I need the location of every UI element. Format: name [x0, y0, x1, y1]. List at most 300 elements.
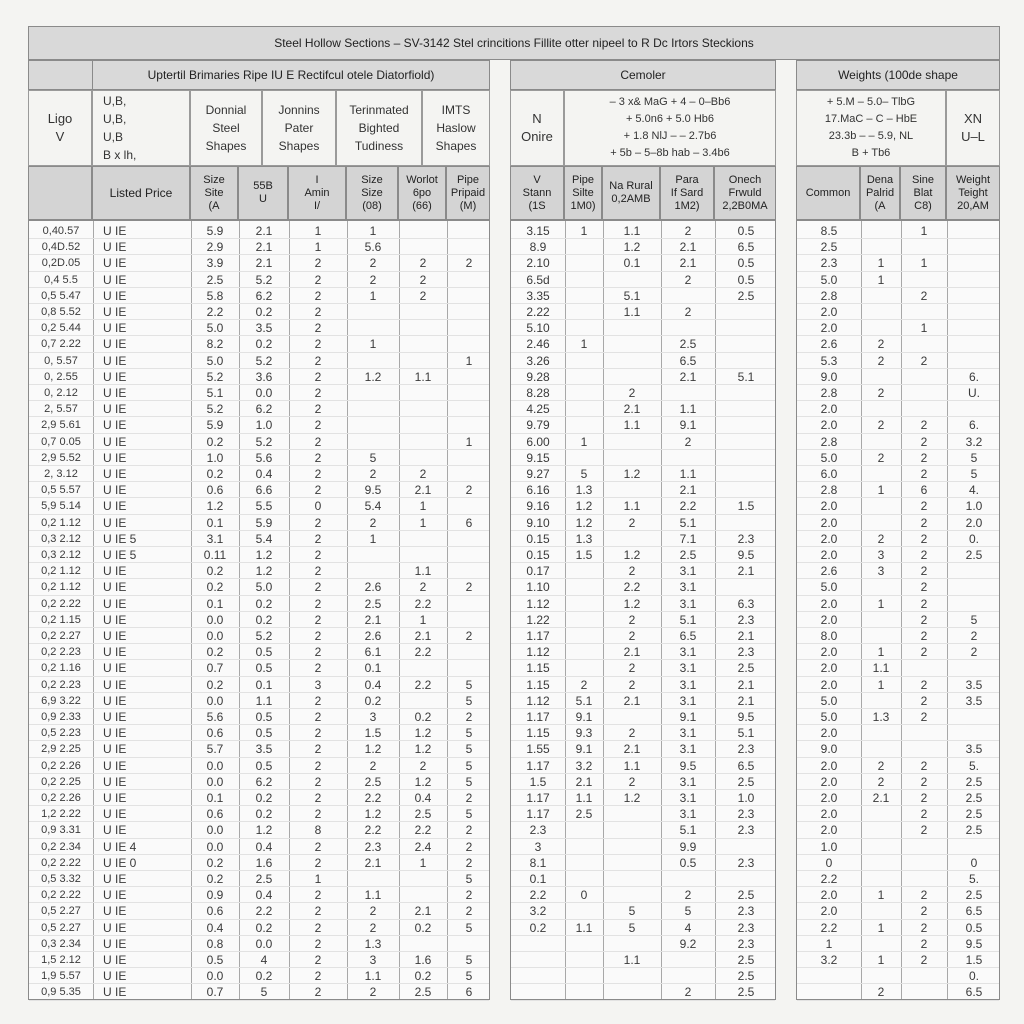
table-cell: 2.8: [820, 434, 838, 449]
table-cell: 0.2: [255, 612, 273, 627]
table-cell: 3.35: [526, 288, 550, 303]
table-cell: U IE: [103, 515, 127, 530]
sub-header-donnial: Donnial Steel Shapes: [190, 90, 262, 166]
table-cell: 2.1: [414, 904, 432, 919]
table-cell: 2.5: [414, 807, 432, 822]
table-cell: 1: [580, 224, 588, 238]
table-cell: 5.9: [206, 418, 224, 433]
table-cell: 1.6: [414, 953, 432, 967]
table-cell: 0.2: [206, 564, 224, 579]
table-cell: 5.2: [255, 434, 273, 449]
table-cell: 1: [314, 224, 322, 238]
table-cell: 0,2 1.12: [41, 565, 81, 578]
table-cell: 0: [580, 888, 588, 903]
table-cell: U IE: [103, 596, 127, 611]
table-cell: 0.0: [206, 758, 224, 773]
table-cell: 2: [314, 969, 322, 984]
table-cell: 2.0: [820, 774, 838, 789]
table-cell: 2: [920, 629, 928, 643]
table-cell: 2: [314, 726, 322, 741]
table-cell: 1: [465, 434, 473, 449]
table-cell: 0,9 3.31: [41, 824, 81, 837]
table-cell: 5.6: [364, 240, 382, 255]
table-cell: 2.8: [820, 288, 838, 303]
table-cell: U IE: [103, 564, 127, 579]
table-cell: 0.5: [255, 710, 273, 724]
table-cell: 2.1: [679, 483, 697, 498]
table-cell: 0,3 2.34: [41, 937, 81, 950]
table-cell: 2: [628, 612, 636, 627]
table-cell: 2: [314, 645, 322, 660]
table-cell: 0.6: [206, 904, 224, 919]
table-cell: 0.6: [206, 726, 224, 741]
table-cell: 6.6: [255, 483, 273, 498]
table-cell: 6,9 3.22: [41, 694, 81, 707]
table-cell: 5: [465, 742, 473, 757]
table-cell: 9.1: [679, 710, 697, 724]
table-cell: 2.3: [737, 920, 755, 935]
table-cell: 2: [314, 612, 322, 627]
table-cell: 0,2 2.22: [41, 889, 81, 902]
col-head-dena: Dena Palrid (A: [860, 166, 900, 220]
table-cell: 2.2: [206, 305, 224, 319]
table-cell: 7.1: [679, 531, 697, 546]
table-cell: 2: [877, 985, 885, 1000]
table-cell: 0.5: [255, 645, 273, 660]
table-cell: 2.2: [820, 920, 838, 935]
table-cell: 9.79: [526, 418, 550, 433]
table-cell: 1.2: [364, 807, 382, 822]
table-cell: U IE: [103, 467, 127, 481]
table-cell: U IE: [103, 807, 127, 822]
table-cell: 9.16: [526, 499, 550, 514]
col-head-listed-price: Listed Price: [92, 166, 190, 220]
table-cell: 6.5: [965, 985, 983, 1000]
sub-header-ligo: Ligo V: [28, 90, 92, 166]
table-cell: 5.0: [820, 580, 838, 595]
table-cell: 0.2: [255, 807, 273, 822]
table-cell: 2.0: [820, 321, 838, 336]
table-cell: 2.3: [737, 936, 755, 951]
table-cell: 0: [314, 499, 322, 514]
table-cell: 2.3: [737, 855, 755, 870]
table-cell: 1: [580, 434, 588, 449]
table-cell: 0.2: [414, 969, 432, 984]
table-cell: 2,9 2.25: [41, 743, 81, 756]
table-cell: U IE: [103, 240, 127, 255]
table-cell: 3.1: [679, 645, 697, 660]
table-cell: 1.2: [414, 742, 432, 757]
table-cell: 2: [314, 386, 322, 400]
sub-header-formula-right: + 5.M – 5.0– TlbG 17.MaC – C – HbE 23.3b – – 5.9, NL B + Tb6: [796, 90, 946, 166]
table-cell: 0,2 2.27: [41, 630, 81, 642]
table-cell: 0.5: [206, 953, 224, 967]
table-cell: 5.2: [206, 402, 224, 417]
table-cell: 2.5: [965, 774, 983, 789]
table-cell: U IE: [103, 224, 127, 238]
table-cell: 1: [877, 483, 885, 498]
table-cell: 1.5: [965, 953, 983, 967]
table-cell: 9.0: [820, 742, 838, 757]
table-cell: 5.0: [206, 353, 224, 368]
table-cell: 2: [314, 953, 322, 967]
table-cell: 0.4: [255, 839, 273, 854]
table-cell: 0.0: [206, 823, 224, 838]
table-cell: U IE: [103, 256, 127, 271]
group-header-left: [92, 60, 490, 90]
table-cell: 2.0: [820, 596, 838, 611]
table-cell: U IE: [103, 888, 127, 903]
table-cell: U IE: [103, 272, 127, 287]
table-cell: 2.5: [965, 888, 983, 903]
table-cell: 2.0: [820, 677, 838, 692]
table-cell: 2: [314, 272, 322, 287]
table-cell: 2: [314, 321, 322, 336]
table-cell: 5.1: [679, 612, 697, 627]
table-cell: 0,2 1.15: [41, 613, 81, 626]
table-cell: 2: [369, 758, 377, 773]
table-cell: 2.1: [255, 224, 273, 238]
table-cell: 2: [684, 985, 692, 1000]
table-cell: 3.2: [529, 904, 547, 919]
table-cell: 2: [920, 774, 928, 789]
table-cell: 2: [314, 256, 322, 271]
table-cell: 2.0: [820, 402, 838, 417]
table-cell: 2: [314, 531, 322, 546]
table-cell: 3: [369, 710, 377, 724]
table-cell: 3.9: [206, 256, 224, 271]
table-cell: U IE: [103, 369, 127, 384]
table-cell: 2: [465, 256, 473, 271]
table-cell: U IE: [103, 904, 127, 919]
table-cell: 2: [920, 548, 928, 562]
table-cell: U IE: [103, 337, 127, 352]
table-cell: 2.0: [820, 645, 838, 660]
table-cell: 5.4: [255, 531, 273, 546]
table-cell: 0,7 2.22: [41, 338, 81, 351]
table-cell: 1.1: [623, 418, 641, 433]
table-cell: 2, 5.57: [44, 403, 78, 416]
table-cell: 5.6: [206, 710, 224, 724]
table-cell: 5.6: [255, 450, 273, 465]
table-cell: 2: [314, 305, 322, 319]
table-cell: 0.5: [679, 855, 697, 870]
table-cell: 3.1: [679, 580, 697, 595]
table-cell: 6: [465, 985, 473, 1000]
table-cell: 1.1: [623, 224, 641, 238]
table-cell: 6: [465, 515, 473, 530]
table-cell: 2.0: [820, 499, 838, 514]
sub-header-jonnins: Jonnins Pater Shapes: [262, 90, 336, 166]
table-cell: 2: [314, 369, 322, 384]
table-cell: 1.5: [737, 499, 755, 514]
table-cell: 2.3: [737, 742, 755, 757]
table-cell: 5.10: [526, 321, 550, 336]
table-cell: 0.6: [206, 807, 224, 822]
table-cell: 2: [684, 272, 692, 287]
col-head-stann: V Stann (1S: [510, 166, 564, 220]
table-cell: 2: [314, 580, 322, 595]
table-cell: 1.10: [526, 580, 550, 595]
col-head-55b: 55B U: [238, 166, 288, 220]
table-cell: 0.4: [206, 920, 224, 935]
table-cell: 2: [580, 677, 588, 692]
table-cell: 2: [314, 418, 322, 433]
table-cell: 2.3: [737, 531, 755, 546]
table-cell: 0.2: [206, 467, 224, 481]
table-cell: 2.2: [414, 823, 432, 838]
table-cell: 1: [920, 224, 928, 238]
table-cell: 2: [920, 564, 928, 579]
table-cell: 5.1: [679, 515, 697, 530]
table-cell: 5: [465, 726, 473, 741]
table-cell: 4: [260, 953, 268, 967]
table-cell: 0.5: [737, 272, 755, 287]
table-cell: 5.2: [255, 353, 273, 368]
table-cell: 6.3: [737, 596, 755, 611]
table-cell: 2.2: [529, 888, 547, 903]
table-cell: 0,2 1.12: [41, 516, 81, 529]
table-cell: 1: [419, 515, 427, 530]
table-cell: 0.1: [206, 515, 224, 530]
table-cell: 2.6: [364, 629, 382, 643]
table-cell: U IE 5: [103, 531, 137, 546]
table-cell: 5: [970, 450, 978, 465]
table-cell: 2,9 5.61: [41, 419, 81, 432]
table-cell: 3: [369, 953, 377, 967]
table-cell: 0,5 2.23: [41, 727, 81, 740]
table-cell: 2.5: [414, 985, 432, 1000]
table-cell: 2.3: [737, 823, 755, 838]
table-cell: 0.2: [206, 677, 224, 692]
table-cell: 2.5: [364, 774, 382, 789]
col-head-blank: [28, 166, 92, 220]
table-cell: U IE: [103, 483, 127, 498]
table-cell: 0.5: [255, 726, 273, 741]
table-cell: 1: [369, 337, 377, 352]
table-cell: 2.5: [575, 807, 593, 822]
table-cell: 2.1: [679, 256, 697, 271]
table-cell: 2: [314, 353, 322, 368]
table-cell: 0.4: [364, 677, 382, 692]
table-cell: 2.9: [206, 240, 224, 255]
table-cell: 5.0: [820, 450, 838, 465]
table-cell: 0,9 2.33: [41, 711, 81, 723]
table-cell: 0.4: [255, 467, 273, 481]
table-cell: 5.1: [737, 726, 755, 741]
table-cell: 2: [877, 418, 885, 433]
table-cell: U IE: [103, 985, 127, 1000]
col-head-sine: Sine Blat C8): [900, 166, 946, 220]
table-cell: U IE: [103, 402, 127, 417]
table-cell: 1: [369, 531, 377, 546]
table-cell: 2: [877, 450, 885, 465]
table-cell: 6.0: [820, 467, 838, 481]
table-cell: 2: [314, 564, 322, 579]
table-cell: 0.1: [364, 661, 382, 676]
table-cell: 2.8: [820, 386, 838, 400]
table-cell: 2.5: [679, 337, 697, 352]
sub-header-onire: N Onire: [510, 90, 564, 166]
table-cell: 2: [369, 904, 377, 919]
table-cell: 1: [877, 645, 885, 660]
col-head-pipe-silte: Pipe Silte 1M0): [564, 166, 602, 220]
table-cell: 1.17: [526, 758, 550, 773]
table-cell: 2: [314, 920, 322, 935]
table-cell: 0.0: [206, 693, 224, 708]
table-cell: 0,2 1.16: [41, 662, 81, 675]
table-cell: 5: [465, 872, 473, 886]
table-cell: 2.1: [414, 483, 432, 498]
table-cell: 2: [314, 791, 322, 805]
table-cell: 0.5: [737, 224, 755, 238]
table-cell: 2,9 5.52: [41, 451, 81, 464]
table-cell: 0,2 2.25: [41, 775, 81, 788]
table-cell: 2: [314, 710, 322, 724]
table-cell: 5.0: [820, 693, 838, 708]
table-cell: 3.1: [679, 742, 697, 757]
table-cell: 1: [877, 596, 885, 611]
table-cell: 1.12: [526, 645, 550, 660]
table-cell: 5: [465, 969, 473, 984]
table-cell: 2: [314, 515, 322, 530]
sub-header-formula-middle: – 3 x& MaG + 4 – 0–Bb6 + 5.0n6 + 5.0 Hb6 + 1.8 NlJ – – 2.7b6 + 5b – 5–8b hab – 3.4b6: [564, 90, 776, 166]
table-cell: 5.2: [206, 369, 224, 384]
table-cell: 2: [920, 888, 928, 903]
table-cell: U IE: [103, 321, 127, 336]
table-cell: 2: [920, 450, 928, 465]
table-cell: 0.2: [206, 434, 224, 449]
table-cell: 2.0: [820, 515, 838, 530]
table-cell: 6.5d: [526, 272, 550, 287]
table-cell: 3.5: [965, 677, 983, 692]
table-cell: 1.1: [623, 305, 641, 319]
table-cell: 2.1: [623, 645, 641, 660]
table-cell: 1.15: [526, 677, 550, 692]
table-cell: 0.8: [206, 936, 224, 951]
table-cell: 5: [465, 807, 473, 822]
table-cell: 5.0: [255, 580, 273, 595]
table-cell: 1.3: [575, 531, 593, 546]
table-cell: 2.5: [737, 953, 755, 967]
table-cell: 1: [369, 288, 377, 303]
table-cell: 0.9: [206, 888, 224, 903]
table-cell: 2: [877, 386, 885, 400]
table-cell: 6.5: [737, 240, 755, 255]
table-cell: 3.5: [255, 742, 273, 757]
table-cell: 1.15: [526, 726, 550, 741]
table-cell: 3.1: [679, 564, 697, 579]
table-cell: 1.1: [364, 969, 382, 984]
table-cell: 2: [920, 823, 928, 838]
table-cell: 0.0: [206, 969, 224, 984]
table-cell: U IE: [103, 661, 127, 676]
table-cell: 9.28: [526, 369, 550, 384]
table-cell: 2: [920, 807, 928, 822]
group-header-right-text: Weights (100de shape: [838, 68, 958, 82]
table-cell: 2.2: [364, 791, 382, 805]
table-cell: 2: [970, 629, 978, 643]
table-cell: 1.3: [364, 936, 382, 951]
table-cell: 1: [877, 256, 885, 271]
table-cell: 0.15: [526, 548, 550, 562]
table-cell: 0.2: [529, 920, 547, 935]
table-cell: 5.7: [206, 742, 224, 757]
table-cell: 0.6: [206, 483, 224, 498]
table-cell: 2.3: [364, 839, 382, 854]
table-cell: 0.2: [206, 872, 224, 886]
table-cell: 6.: [968, 369, 979, 384]
table-cell: U IE 0: [103, 855, 137, 870]
table-cell: 2: [684, 305, 692, 319]
table-cell: 0.2: [255, 596, 273, 611]
table-cell: 2: [314, 548, 322, 562]
table-cell: 2.5: [679, 548, 697, 562]
table-cell: 2.5: [364, 596, 382, 611]
table-cell: 2.1: [364, 612, 382, 627]
table-cell: 0,2 2.23: [41, 646, 81, 659]
table-cell: 1.6: [255, 855, 273, 870]
col-head-para: Para If Sard 1M2): [660, 166, 714, 220]
table-cell: 3.1: [679, 807, 697, 822]
table-cell: 9.27: [526, 467, 550, 481]
table-cell: 9.1: [679, 418, 697, 433]
table-cell: 3.1: [679, 693, 697, 708]
table-cell: 2: [314, 742, 322, 757]
table-cell: 2: [419, 580, 427, 595]
table-cell: 1: [877, 953, 885, 967]
table-cell: 0.0: [206, 612, 224, 627]
table-cell: 1.1: [575, 791, 593, 805]
table-cell: 0.15: [526, 531, 550, 546]
table-cell: 5: [465, 677, 473, 692]
table-cell: 2: [314, 337, 322, 352]
table-cell: 0,7 0.05: [41, 435, 81, 448]
table-cell: 2: [314, 839, 322, 854]
table-cell: 2: [419, 256, 427, 271]
table-cell: 2.5: [820, 240, 838, 255]
table-cell: 5: [465, 758, 473, 773]
table-cell: 2: [920, 418, 928, 433]
table-cell: 2: [970, 645, 978, 660]
table-cell: 0.2: [206, 580, 224, 595]
table-cell: 2: [628, 677, 636, 692]
table-cell: 0,4 5.5: [44, 273, 78, 286]
table-cell: 2.0: [820, 531, 838, 546]
table-cell: 5.1: [623, 288, 641, 303]
table-cell: 1.17: [526, 807, 550, 822]
col-head-common: Common: [796, 166, 860, 220]
table-cell: 2: [628, 515, 636, 530]
table-cell: 2: [920, 953, 928, 967]
table-cell: 0,8 5.52: [41, 306, 81, 318]
table-cell: 1: [920, 256, 928, 271]
table-cell: 0.2: [206, 855, 224, 870]
table-cell: 1.55: [526, 742, 550, 757]
table-cell: 2: [369, 985, 377, 1000]
table-cell: 0.0: [206, 629, 224, 643]
table-cell: 5.3: [820, 353, 838, 368]
table-cell: 2.0: [820, 418, 838, 433]
table-cell: 1: [920, 321, 928, 336]
table-cell: 2.2: [364, 823, 382, 838]
table-cell: U IE: [103, 645, 127, 660]
table-cell: 0, 2.12: [44, 387, 78, 399]
table-cell: 2: [877, 353, 885, 368]
table-cell: U IE: [103, 953, 127, 967]
table-cell: 2: [920, 936, 928, 951]
table-cell: 2.3: [529, 823, 547, 838]
